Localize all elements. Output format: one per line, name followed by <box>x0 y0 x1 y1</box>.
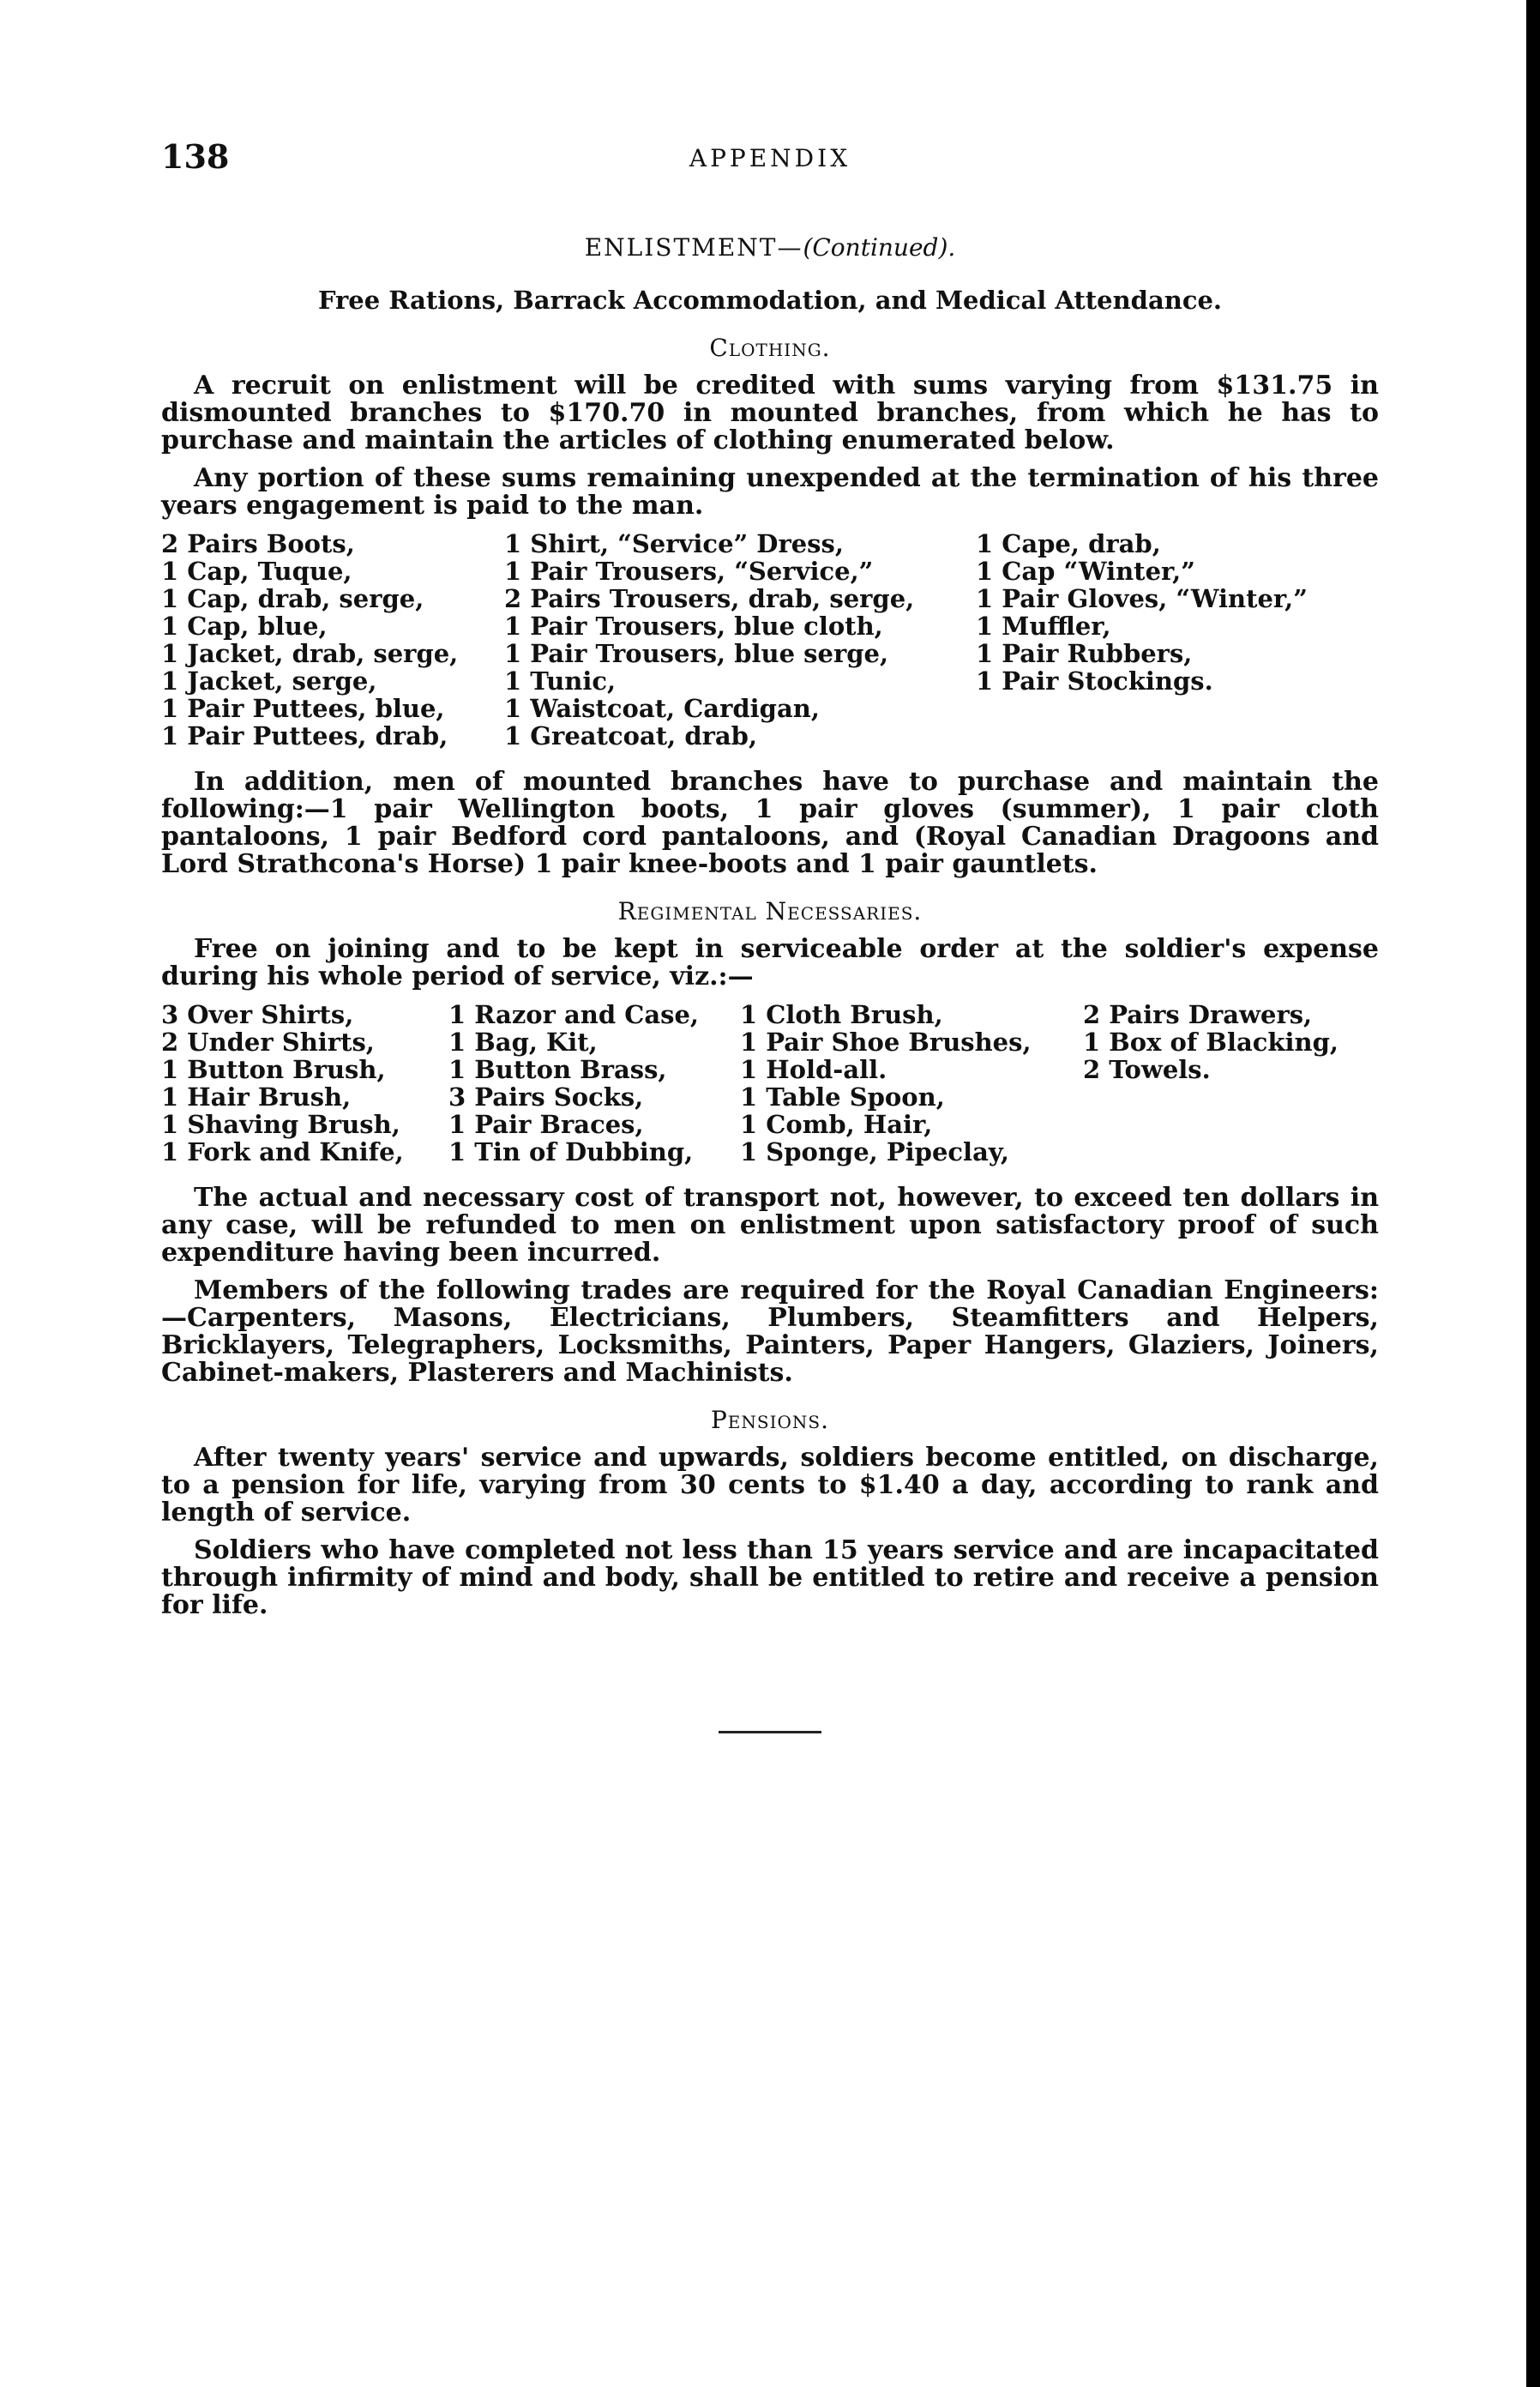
list-item <box>1083 1083 1379 1111</box>
list-item <box>1083 1138 1379 1166</box>
transport-paragraph: The actual and necessary cost of transport not, however, to exceed ten dollars in any case, will be refunded to men on enlistment upon satisfactory proof of such expenditure having been incurred. <box>161 1183 1379 1268</box>
list-item: 1 Pair Puttees, blue, <box>161 694 445 723</box>
section-subtitle: Free Rations, Barrack Accommodation, and Medical Attendance. <box>317 286 1223 315</box>
list-item: 1 Greatcoat, drab, <box>504 721 758 750</box>
list-item: 1 Razor and Case, <box>448 1000 700 1029</box>
list-item: 1 Pair Trousers, blue cloth, <box>504 612 883 641</box>
section-title-main: ENLISTMENT— <box>584 233 803 262</box>
page-header <box>161 137 1379 180</box>
book-page <box>161 137 1379 1733</box>
end-rule <box>719 1731 821 1733</box>
section-title-continued: (Continued). <box>803 233 956 262</box>
list-item: 1 Pair Trousers, “Service,” <box>504 557 874 586</box>
clothing-paragraph-1: A recruit on enlistment will be credited with sums varying from $131.75 in dismounted branches to $170.70 in mounted branches, from which he has to purchase and maintain the articles of clothing enumerated below. <box>161 371 1379 455</box>
list-item: 1 Jacket, drab, serge, <box>161 639 459 668</box>
trades-paragraph: Members of the following trades are required for the Royal Canadian Engineers:—Carpenters, Masons, Electricians, Plumbers, Steamfitters and Helpers, Bricklayers, Telegraphers, Locksmiths, Painters, Paper Hangers, Glaziers, Joiners, Cabinet-makers, Plasterers and Machinists. <box>161 1275 1379 1388</box>
pensions-paragraph-2: Soldiers who have completed not less than 15 years service and are incapacitated through infirmity of mind and body, shall be entitled to retire and receive a pension for life. <box>161 1535 1379 1620</box>
list-item: 1 Pair Shoe Brushes, <box>740 1028 1032 1057</box>
list-item: 1 Hair Brush, <box>161 1082 352 1112</box>
list-item: 1 Cape, drab, <box>976 529 1161 558</box>
list-item: 1 Cloth Brush, <box>740 1000 943 1029</box>
list-item: 2 Pairs Trousers, drab, serge, <box>504 584 915 613</box>
list-item: 1 Comb, Hair, <box>740 1110 933 1139</box>
list-item: 1 Pair Gloves, “Winter,” <box>976 584 1308 613</box>
clothing-paragraph-3: In addition, men of mounted branches have to purchase and maintain the following:—1 pair Wellington boots, 1 pair gloves (summer), 1 pair cloth pantaloons, 1 pair Bedford cord pantaloons, and (Royal Canadian Dragoons and Lord Strathcona's Horse) 1 pair knee-boots and 1 pair gauntlets. <box>161 767 1379 879</box>
list-item: 1 Pair Puttees, drab, <box>161 721 448 750</box>
list-item: 1 Muffler, <box>976 612 1111 641</box>
list-item: 1 Pair Stockings. <box>976 666 1213 696</box>
list-item: 1 Cap, blue, <box>161 612 328 641</box>
page-edge-shadow <box>1526 0 1540 2387</box>
list-item: 1 Sponge, Pipeclay, <box>740 1137 1010 1166</box>
clothing-heading: Clothing. <box>709 334 831 362</box>
list-item: 1 Cap, Tuque, <box>161 557 352 586</box>
list-item: 1 Pair Braces, <box>448 1110 644 1139</box>
list-item: 1 Shaving Brush, <box>161 1110 400 1139</box>
list-item: 1 Pair Trousers, blue serge, <box>504 639 889 668</box>
list-item: 1 Cap, drab, serge, <box>161 584 424 613</box>
list-item: 3 Over Shirts, <box>161 1000 354 1029</box>
pensions-heading: Pensions. <box>710 1406 830 1434</box>
list-item: 3 Pairs Socks, <box>448 1082 644 1112</box>
list-item: 1 Box of Blacking, <box>1083 1028 1338 1057</box>
necessaries-list <box>161 1001 1379 1166</box>
list-item <box>976 695 1379 722</box>
list-item: 2 Under Shirts, <box>161 1028 375 1057</box>
list-item: 1 Pair Rubbers, <box>976 639 1193 668</box>
section-title <box>161 233 1379 262</box>
list-item: 1 Button Brass, <box>448 1055 667 1084</box>
list-item: 1 Cap “Winter,” <box>976 557 1195 586</box>
necessaries-heading: Regimental Necessaries. <box>617 897 923 925</box>
list-item: 2 Pairs Boots, <box>161 529 355 558</box>
pensions-paragraph-1: After twenty years' service and upwards, soldiers become entitled, on discharge, to a pension for life, varying from 30 cents to $1.40 a day, according to rank and length of service. <box>161 1443 1379 1528</box>
list-item: 1 Hold-all. <box>740 1055 887 1084</box>
list-item <box>1083 1111 1379 1138</box>
list-item: 2 Pairs Drawers, <box>1083 1000 1313 1029</box>
list-item: 2 Towels. <box>1083 1055 1211 1084</box>
list-item: 1 Tunic, <box>504 666 617 696</box>
list-item: 1 Bag, Kit, <box>448 1028 598 1057</box>
page-number: 138 <box>161 137 230 176</box>
list-item: 1 Jacket, serge, <box>161 666 377 696</box>
list-item: 1 Shirt, “Service” Dress, <box>504 529 844 558</box>
necessaries-paragraph-1: Free on joining and to be kept in serviceable order at the soldier's expense during his whole period of service, viz.:— <box>161 934 1379 992</box>
list-item: 1 Table Spoon, <box>740 1082 945 1112</box>
running-head: APPENDIX <box>689 144 851 172</box>
clothing-paragraph-2: Any portion of these sums remaining unexpended at the termination of his three years engagement is paid to the man. <box>161 463 1379 521</box>
list-item: 1 Fork and Knife, <box>161 1137 404 1166</box>
list-item: 1 Tin of Dubbing, <box>448 1137 694 1166</box>
list-item: 1 Waistcoat, Cardigan, <box>504 694 820 723</box>
list-item <box>976 722 1379 750</box>
list-item: 1 Button Brush, <box>161 1055 386 1084</box>
clothing-list <box>161 530 1379 750</box>
